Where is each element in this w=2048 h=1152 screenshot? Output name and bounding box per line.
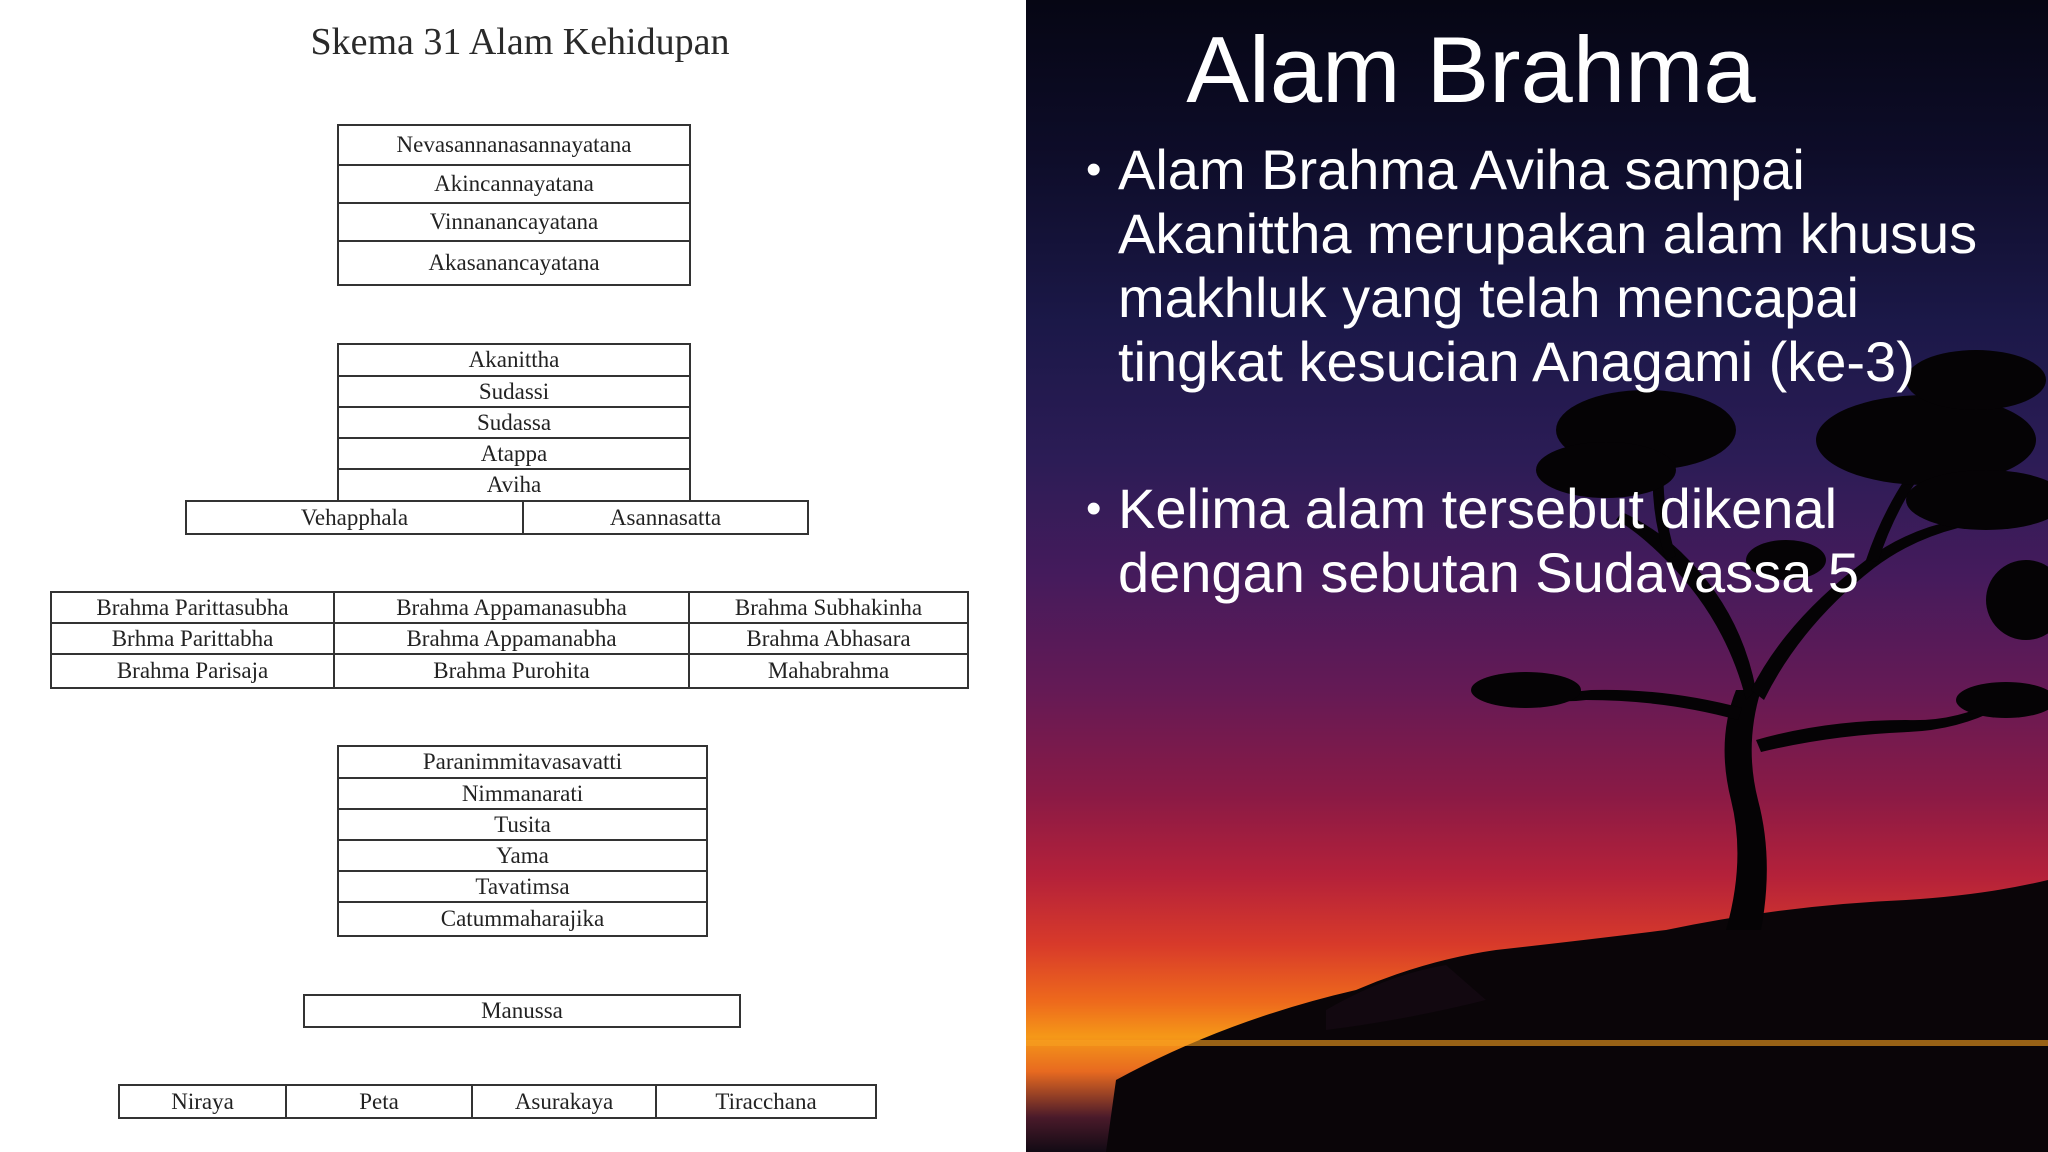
bullet-text: Kelima alam tersebut dikenal dengan sebutan Sudavassa 5 bbox=[1118, 477, 1860, 604]
bullet-text: Alam Brahma Aviha sampai Akanittha merupakan alam khusus makhluk yang telah mencapai tingkat kesucian Anagami (ke-3) bbox=[1118, 138, 1978, 393]
deva-realm: Paranimmitavasavatti bbox=[337, 745, 708, 779]
brahma-realm: Brahma Parisaja bbox=[50, 653, 335, 689]
suddhavasa-realm: Aviha bbox=[337, 468, 691, 502]
asannasatta-realm: Asannasatta bbox=[522, 500, 809, 535]
slide-panel bbox=[1026, 0, 2048, 1152]
brahma-realm: Brahma Purohita bbox=[333, 653, 690, 689]
arupa-realm: Nevasannanasannayatana bbox=[337, 124, 691, 166]
bullet-item bbox=[1086, 138, 1990, 394]
apaya-realm: Peta bbox=[285, 1084, 473, 1119]
bullet-marker: • bbox=[1086, 484, 1102, 533]
suddhavasa-realm: Akanittha bbox=[337, 343, 691, 377]
slide-title: Alam Brahma bbox=[1186, 17, 1756, 122]
manussa-realm: Manussa bbox=[303, 994, 741, 1028]
deva-realm: Nimmanarati bbox=[337, 777, 708, 810]
brahma-realm: Brhma Parittabha bbox=[50, 622, 335, 655]
arupa-realm: Akasanancayatana bbox=[337, 240, 691, 286]
suddhavasa-realm: Atappa bbox=[337, 437, 691, 470]
brahma-realm: Brahma Appamanabha bbox=[333, 622, 690, 655]
apaya-realm: Niraya bbox=[118, 1084, 287, 1119]
brahma-realm: Brahma Appamanasubha bbox=[333, 591, 690, 624]
deva-realm: Tavatimsa bbox=[337, 870, 708, 903]
suddhavasa-realm: Sudassi bbox=[337, 375, 691, 408]
brahma-realm: Mahabrahma bbox=[688, 653, 969, 689]
deva-realm: Tusita bbox=[337, 808, 708, 841]
apaya-realm: Asurakaya bbox=[471, 1084, 657, 1119]
vehapphala-realm: Vehapphala bbox=[185, 500, 524, 535]
suddhavasa-realm: Sudassa bbox=[337, 406, 691, 439]
apaya-realm: Tiracchana bbox=[655, 1084, 877, 1119]
brahma-realm: Brahma Subhakinha bbox=[688, 591, 969, 624]
bullet-marker: • bbox=[1086, 145, 1102, 194]
bullet-item bbox=[1086, 477, 1990, 605]
arupa-realm: Vinnanancayatana bbox=[337, 202, 691, 242]
arupa-realm: Akincannayatana bbox=[337, 164, 691, 204]
brahma-realm: Brahma Abhasara bbox=[688, 622, 969, 655]
deva-realm: Catummaharajika bbox=[337, 901, 708, 937]
deva-realm: Yama bbox=[337, 839, 708, 872]
brahma-realm: Brahma Parittasubha bbox=[50, 591, 335, 624]
scheme-title: Skema 31 Alam Kehidupan bbox=[310, 21, 730, 63]
